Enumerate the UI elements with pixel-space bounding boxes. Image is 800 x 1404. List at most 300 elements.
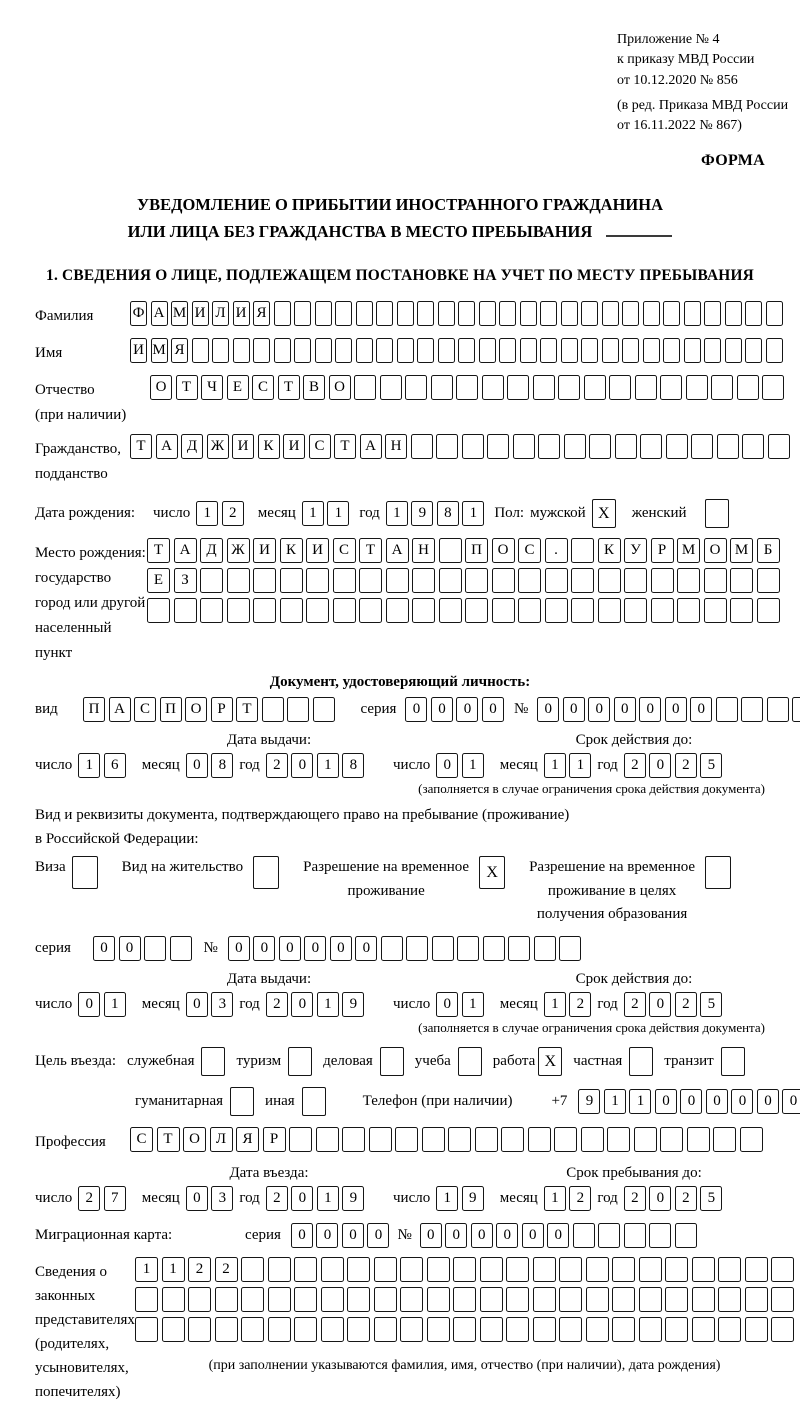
char-cell[interactable]: [356, 301, 373, 326]
char-cell[interactable]: [192, 338, 209, 363]
char-cell[interactable]: 0: [316, 1223, 338, 1248]
char-cell[interactable]: 0: [690, 697, 712, 722]
char-cell[interactable]: С: [252, 375, 274, 400]
char-cell[interactable]: [745, 338, 762, 363]
char-cell[interactable]: [540, 338, 557, 363]
char-cell[interactable]: 0: [279, 936, 301, 961]
char-cell[interactable]: [439, 538, 462, 563]
char-cell[interactable]: [294, 1317, 317, 1342]
char-cell[interactable]: [528, 1127, 551, 1152]
char-cell[interactable]: [792, 697, 800, 722]
char-cell[interactable]: [704, 338, 721, 363]
char-cell[interactable]: [212, 338, 229, 363]
char-cell[interactable]: И: [306, 538, 329, 563]
char-cell[interactable]: М: [171, 301, 188, 326]
char-cell[interactable]: [538, 434, 560, 459]
char-cell[interactable]: [162, 1287, 185, 1312]
char-cell[interactable]: 9: [578, 1089, 600, 1114]
char-cell[interactable]: [436, 434, 458, 459]
char-cell[interactable]: [294, 1257, 317, 1282]
visa-checkbox[interactable]: [72, 856, 98, 889]
char-cell[interactable]: [718, 1317, 741, 1342]
char-cell[interactable]: [692, 1257, 715, 1282]
char-cell[interactable]: [558, 375, 580, 400]
char-cell[interactable]: [622, 301, 639, 326]
char-cell[interactable]: 0: [537, 697, 559, 722]
char-cell[interactable]: 0: [471, 1223, 493, 1248]
char-cell[interactable]: [534, 936, 556, 961]
char-cell[interactable]: З: [174, 568, 197, 593]
char-cell[interactable]: Ф: [130, 301, 147, 326]
char-cell[interactable]: Ч: [201, 375, 223, 400]
char-cell[interactable]: 8: [437, 501, 459, 526]
char-cell[interactable]: [233, 338, 250, 363]
char-cell[interactable]: [640, 434, 662, 459]
char-cell[interactable]: [730, 568, 753, 593]
char-cell[interactable]: [725, 338, 742, 363]
char-cell[interactable]: [609, 375, 631, 400]
char-cell[interactable]: 0: [304, 936, 326, 961]
char-cell[interactable]: 2: [78, 1186, 100, 1211]
char-cell[interactable]: 0: [436, 992, 458, 1017]
char-cell[interactable]: 1: [317, 753, 339, 778]
char-cell[interactable]: [147, 598, 170, 623]
char-cell[interactable]: [453, 1287, 476, 1312]
char-cell[interactable]: О: [183, 1127, 206, 1152]
char-cell[interactable]: [294, 301, 311, 326]
char-cell[interactable]: [649, 1223, 671, 1248]
char-cell[interactable]: [584, 375, 606, 400]
char-cell[interactable]: [767, 697, 789, 722]
char-cell[interactable]: 1: [629, 1089, 651, 1114]
char-cell[interactable]: [589, 434, 611, 459]
char-cell[interactable]: Т: [334, 434, 356, 459]
char-cell[interactable]: [559, 1287, 582, 1312]
char-cell[interactable]: [713, 1127, 736, 1152]
char-cell[interactable]: 1: [104, 992, 126, 1017]
char-cell[interactable]: 0: [291, 753, 313, 778]
char-cell[interactable]: В: [303, 375, 325, 400]
char-cell[interactable]: [456, 375, 478, 400]
char-cell[interactable]: 0: [228, 936, 250, 961]
char-cell[interactable]: [533, 1317, 556, 1342]
char-cell[interactable]: [771, 1257, 794, 1282]
char-cell[interactable]: Е: [227, 375, 249, 400]
char-cell[interactable]: И: [232, 434, 254, 459]
char-cell[interactable]: [386, 568, 409, 593]
char-cell[interactable]: [663, 301, 680, 326]
char-cell[interactable]: 0: [547, 1223, 569, 1248]
char-cell[interactable]: 0: [186, 753, 208, 778]
char-cell[interactable]: 0: [782, 1089, 800, 1114]
char-cell[interactable]: 2: [569, 1186, 591, 1211]
char-cell[interactable]: [427, 1257, 450, 1282]
char-cell[interactable]: У: [624, 538, 647, 563]
char-cell[interactable]: [462, 434, 484, 459]
char-cell[interactable]: [586, 1317, 609, 1342]
char-cell[interactable]: 1: [327, 501, 349, 526]
char-cell[interactable]: [465, 568, 488, 593]
char-cell[interactable]: [757, 568, 780, 593]
char-cell[interactable]: [376, 338, 393, 363]
char-cell[interactable]: К: [280, 538, 303, 563]
char-cell[interactable]: [651, 568, 674, 593]
char-cell[interactable]: Р: [211, 697, 233, 722]
char-cell[interactable]: [665, 1257, 688, 1282]
char-cell[interactable]: [417, 301, 434, 326]
char-cell[interactable]: [518, 568, 541, 593]
char-cell[interactable]: [639, 1287, 662, 1312]
char-cell[interactable]: Р: [651, 538, 674, 563]
char-cell[interactable]: [740, 1127, 763, 1152]
char-cell[interactable]: [506, 1257, 529, 1282]
char-cell[interactable]: [691, 434, 713, 459]
char-cell[interactable]: 0: [291, 992, 313, 1017]
char-cell[interactable]: 2: [675, 992, 697, 1017]
char-cell[interactable]: 0: [588, 697, 610, 722]
char-cell[interactable]: [639, 1257, 662, 1282]
char-cell[interactable]: [335, 338, 352, 363]
char-cell[interactable]: 1: [462, 753, 484, 778]
char-cell[interactable]: 1: [317, 1186, 339, 1211]
char-cell[interactable]: [742, 434, 764, 459]
char-cell[interactable]: [741, 697, 763, 722]
char-cell[interactable]: [745, 1317, 768, 1342]
char-cell[interactable]: [612, 1257, 635, 1282]
char-cell[interactable]: [624, 598, 647, 623]
char-cell[interactable]: [335, 301, 352, 326]
char-cell[interactable]: Т: [176, 375, 198, 400]
char-cell[interactable]: [564, 434, 586, 459]
char-cell[interactable]: [280, 598, 303, 623]
char-cell[interactable]: О: [492, 538, 515, 563]
char-cell[interactable]: [730, 598, 753, 623]
char-cell[interactable]: 2: [624, 1186, 646, 1211]
char-cell[interactable]: [571, 538, 594, 563]
char-cell[interactable]: [598, 1223, 620, 1248]
char-cell[interactable]: 2: [215, 1257, 238, 1282]
char-cell[interactable]: [457, 936, 479, 961]
char-cell[interactable]: [622, 338, 639, 363]
char-cell[interactable]: [333, 568, 356, 593]
char-cell[interactable]: 0: [706, 1089, 728, 1114]
char-cell[interactable]: Л: [212, 301, 229, 326]
char-cell[interactable]: 2: [222, 501, 244, 526]
char-cell[interactable]: [492, 598, 515, 623]
char-cell[interactable]: [499, 301, 516, 326]
char-cell[interactable]: [458, 301, 475, 326]
char-cell[interactable]: 0: [291, 1223, 313, 1248]
char-cell[interactable]: [665, 1287, 688, 1312]
char-cell[interactable]: [634, 1127, 657, 1152]
char-cell[interactable]: [757, 598, 780, 623]
char-cell[interactable]: [374, 1317, 397, 1342]
char-cell[interactable]: [571, 598, 594, 623]
char-cell[interactable]: 2: [569, 992, 591, 1017]
char-cell[interactable]: [492, 568, 515, 593]
char-cell[interactable]: [559, 936, 581, 961]
char-cell[interactable]: [545, 568, 568, 593]
char-cell[interactable]: 0: [405, 697, 427, 722]
char-cell[interactable]: [170, 936, 192, 961]
char-cell[interactable]: [333, 598, 356, 623]
char-cell[interactable]: Е: [147, 568, 170, 593]
char-cell[interactable]: [321, 1317, 344, 1342]
char-cell[interactable]: 0: [649, 753, 671, 778]
char-cell[interactable]: Я: [253, 301, 270, 326]
char-cell[interactable]: [687, 1127, 710, 1152]
char-cell[interactable]: 1: [135, 1257, 158, 1282]
official-checkbox[interactable]: [201, 1047, 225, 1076]
char-cell[interactable]: С: [309, 434, 331, 459]
char-cell[interactable]: Т: [147, 538, 170, 563]
char-cell[interactable]: 7: [104, 1186, 126, 1211]
char-cell[interactable]: Д: [181, 434, 203, 459]
char-cell[interactable]: [427, 1287, 450, 1312]
char-cell[interactable]: 1: [544, 992, 566, 1017]
char-cell[interactable]: [417, 338, 434, 363]
char-cell[interactable]: Т: [130, 434, 152, 459]
char-cell[interactable]: И: [233, 301, 250, 326]
temp-residence-education-checkbox[interactable]: [705, 856, 731, 889]
char-cell[interactable]: [376, 301, 393, 326]
char-cell[interactable]: 1: [78, 753, 100, 778]
char-cell[interactable]: 0: [482, 697, 504, 722]
char-cell[interactable]: [400, 1317, 423, 1342]
char-cell[interactable]: Я: [171, 338, 188, 363]
char-cell[interactable]: 0: [342, 1223, 364, 1248]
char-cell[interactable]: 2: [624, 753, 646, 778]
char-cell[interactable]: 0: [680, 1089, 702, 1114]
char-cell[interactable]: [381, 936, 403, 961]
char-cell[interactable]: 8: [211, 753, 233, 778]
char-cell[interactable]: [274, 338, 291, 363]
char-cell[interactable]: 0: [639, 697, 661, 722]
char-cell[interactable]: 0: [522, 1223, 544, 1248]
char-cell[interactable]: 3: [211, 1186, 233, 1211]
char-cell[interactable]: [684, 301, 701, 326]
char-cell[interactable]: [411, 434, 433, 459]
char-cell[interactable]: [188, 1317, 211, 1342]
char-cell[interactable]: [342, 1127, 365, 1152]
char-cell[interactable]: [506, 1317, 529, 1342]
char-cell[interactable]: [406, 936, 428, 961]
char-cell[interactable]: 1: [162, 1257, 185, 1282]
humanitarian-checkbox[interactable]: [230, 1087, 254, 1116]
char-cell[interactable]: 1: [462, 992, 484, 1017]
char-cell[interactable]: [559, 1257, 582, 1282]
char-cell[interactable]: [294, 338, 311, 363]
char-cell[interactable]: [188, 1287, 211, 1312]
char-cell[interactable]: 0: [655, 1089, 677, 1114]
char-cell[interactable]: 0: [496, 1223, 518, 1248]
char-cell[interactable]: [135, 1317, 158, 1342]
char-cell[interactable]: [508, 936, 530, 961]
char-cell[interactable]: А: [174, 538, 197, 563]
char-cell[interactable]: С: [134, 697, 156, 722]
char-cell[interactable]: [482, 375, 504, 400]
char-cell[interactable]: М: [151, 338, 168, 363]
char-cell[interactable]: 0: [456, 697, 478, 722]
char-cell[interactable]: [135, 1287, 158, 1312]
char-cell[interactable]: [465, 598, 488, 623]
transit-checkbox[interactable]: [721, 1047, 745, 1076]
char-cell[interactable]: [745, 301, 762, 326]
char-cell[interactable]: [422, 1127, 445, 1152]
char-cell[interactable]: 9: [342, 992, 364, 1017]
char-cell[interactable]: [241, 1317, 264, 1342]
char-cell[interactable]: [427, 1317, 450, 1342]
char-cell[interactable]: [439, 568, 462, 593]
char-cell[interactable]: [684, 338, 701, 363]
char-cell[interactable]: [602, 301, 619, 326]
char-cell[interactable]: Н: [412, 538, 435, 563]
char-cell[interactable]: 2: [266, 1186, 288, 1211]
char-cell[interactable]: [711, 375, 733, 400]
char-cell[interactable]: [400, 1287, 423, 1312]
char-cell[interactable]: 0: [649, 1186, 671, 1211]
char-cell[interactable]: [479, 338, 496, 363]
char-cell[interactable]: М: [677, 538, 700, 563]
char-cell[interactable]: 1: [196, 501, 218, 526]
char-cell[interactable]: [586, 1287, 609, 1312]
char-cell[interactable]: [315, 338, 332, 363]
char-cell[interactable]: [347, 1317, 370, 1342]
char-cell[interactable]: 0: [445, 1223, 467, 1248]
char-cell[interactable]: О: [150, 375, 172, 400]
char-cell[interactable]: Т: [236, 697, 258, 722]
char-cell[interactable]: 0: [731, 1089, 753, 1114]
char-cell[interactable]: [704, 301, 721, 326]
char-cell[interactable]: [663, 338, 680, 363]
char-cell[interactable]: [766, 338, 783, 363]
char-cell[interactable]: [405, 375, 427, 400]
char-cell[interactable]: С: [130, 1127, 153, 1152]
char-cell[interactable]: [612, 1317, 635, 1342]
char-cell[interactable]: [294, 1287, 317, 1312]
char-cell[interactable]: [174, 598, 197, 623]
char-cell[interactable]: 0: [186, 992, 208, 1017]
char-cell[interactable]: 3: [211, 992, 233, 1017]
char-cell[interactable]: 0: [757, 1089, 779, 1114]
temp-residence-checkbox[interactable]: X: [479, 856, 505, 889]
char-cell[interactable]: [771, 1317, 794, 1342]
char-cell[interactable]: 9: [411, 501, 433, 526]
char-cell[interactable]: [533, 1287, 556, 1312]
char-cell[interactable]: [624, 1223, 646, 1248]
char-cell[interactable]: [771, 1287, 794, 1312]
char-cell[interactable]: [241, 1257, 264, 1282]
char-cell[interactable]: П: [83, 697, 105, 722]
char-cell[interactable]: Т: [157, 1127, 180, 1152]
private-checkbox[interactable]: [629, 1047, 653, 1076]
char-cell[interactable]: [306, 598, 329, 623]
char-cell[interactable]: [501, 1127, 524, 1152]
char-cell[interactable]: [262, 697, 284, 722]
char-cell[interactable]: 0: [119, 936, 141, 961]
char-cell[interactable]: [716, 697, 738, 722]
char-cell[interactable]: [458, 338, 475, 363]
char-cell[interactable]: [561, 301, 578, 326]
char-cell[interactable]: [480, 1317, 503, 1342]
char-cell[interactable]: [718, 1257, 741, 1282]
char-cell[interactable]: 8: [342, 753, 364, 778]
char-cell[interactable]: [573, 1223, 595, 1248]
char-cell[interactable]: [268, 1287, 291, 1312]
char-cell[interactable]: 0: [330, 936, 352, 961]
char-cell[interactable]: [725, 301, 742, 326]
char-cell[interactable]: А: [109, 697, 131, 722]
char-cell[interactable]: [347, 1257, 370, 1282]
char-cell[interactable]: 0: [436, 753, 458, 778]
char-cell[interactable]: [227, 598, 250, 623]
char-cell[interactable]: [479, 301, 496, 326]
business-checkbox[interactable]: [380, 1047, 404, 1076]
char-cell[interactable]: [554, 1127, 577, 1152]
char-cell[interactable]: [412, 598, 435, 623]
char-cell[interactable]: [315, 301, 332, 326]
char-cell[interactable]: [677, 568, 700, 593]
char-cell[interactable]: [480, 1257, 503, 1282]
char-cell[interactable]: [431, 375, 453, 400]
char-cell[interactable]: Н: [385, 434, 407, 459]
gender-female-checkbox[interactable]: [705, 499, 729, 528]
char-cell[interactable]: [453, 1317, 476, 1342]
char-cell[interactable]: 0: [253, 936, 275, 961]
char-cell[interactable]: [432, 936, 454, 961]
char-cell[interactable]: [581, 301, 598, 326]
char-cell[interactable]: [533, 1257, 556, 1282]
char-cell[interactable]: Р: [263, 1127, 286, 1152]
char-cell[interactable]: [507, 375, 529, 400]
char-cell[interactable]: [598, 568, 621, 593]
char-cell[interactable]: П: [465, 538, 488, 563]
char-cell[interactable]: [717, 434, 739, 459]
char-cell[interactable]: Л: [210, 1127, 233, 1152]
char-cell[interactable]: [704, 598, 727, 623]
char-cell[interactable]: [545, 598, 568, 623]
char-cell[interactable]: [241, 1287, 264, 1312]
char-cell[interactable]: О: [329, 375, 351, 400]
char-cell[interactable]: [253, 568, 276, 593]
char-cell[interactable]: С: [518, 538, 541, 563]
char-cell[interactable]: 0: [420, 1223, 442, 1248]
char-cell[interactable]: [660, 1127, 683, 1152]
char-cell[interactable]: И: [253, 538, 276, 563]
study-checkbox[interactable]: [458, 1047, 482, 1076]
char-cell[interactable]: А: [386, 538, 409, 563]
char-cell[interactable]: [453, 1257, 476, 1282]
char-cell[interactable]: П: [160, 697, 182, 722]
char-cell[interactable]: [651, 598, 674, 623]
char-cell[interactable]: [766, 301, 783, 326]
char-cell[interactable]: [316, 1127, 339, 1152]
char-cell[interactable]: 2: [266, 992, 288, 1017]
char-cell[interactable]: 9: [462, 1186, 484, 1211]
char-cell[interactable]: 6: [104, 753, 126, 778]
char-cell[interactable]: [438, 338, 455, 363]
char-cell[interactable]: А: [151, 301, 168, 326]
char-cell[interactable]: 0: [563, 697, 585, 722]
char-cell[interactable]: [520, 301, 537, 326]
char-cell[interactable]: 0: [291, 1186, 313, 1211]
char-cell[interactable]: [200, 598, 223, 623]
char-cell[interactable]: И: [283, 434, 305, 459]
char-cell[interactable]: О: [704, 538, 727, 563]
char-cell[interactable]: [374, 1287, 397, 1312]
char-cell[interactable]: 0: [93, 936, 115, 961]
char-cell[interactable]: [571, 568, 594, 593]
